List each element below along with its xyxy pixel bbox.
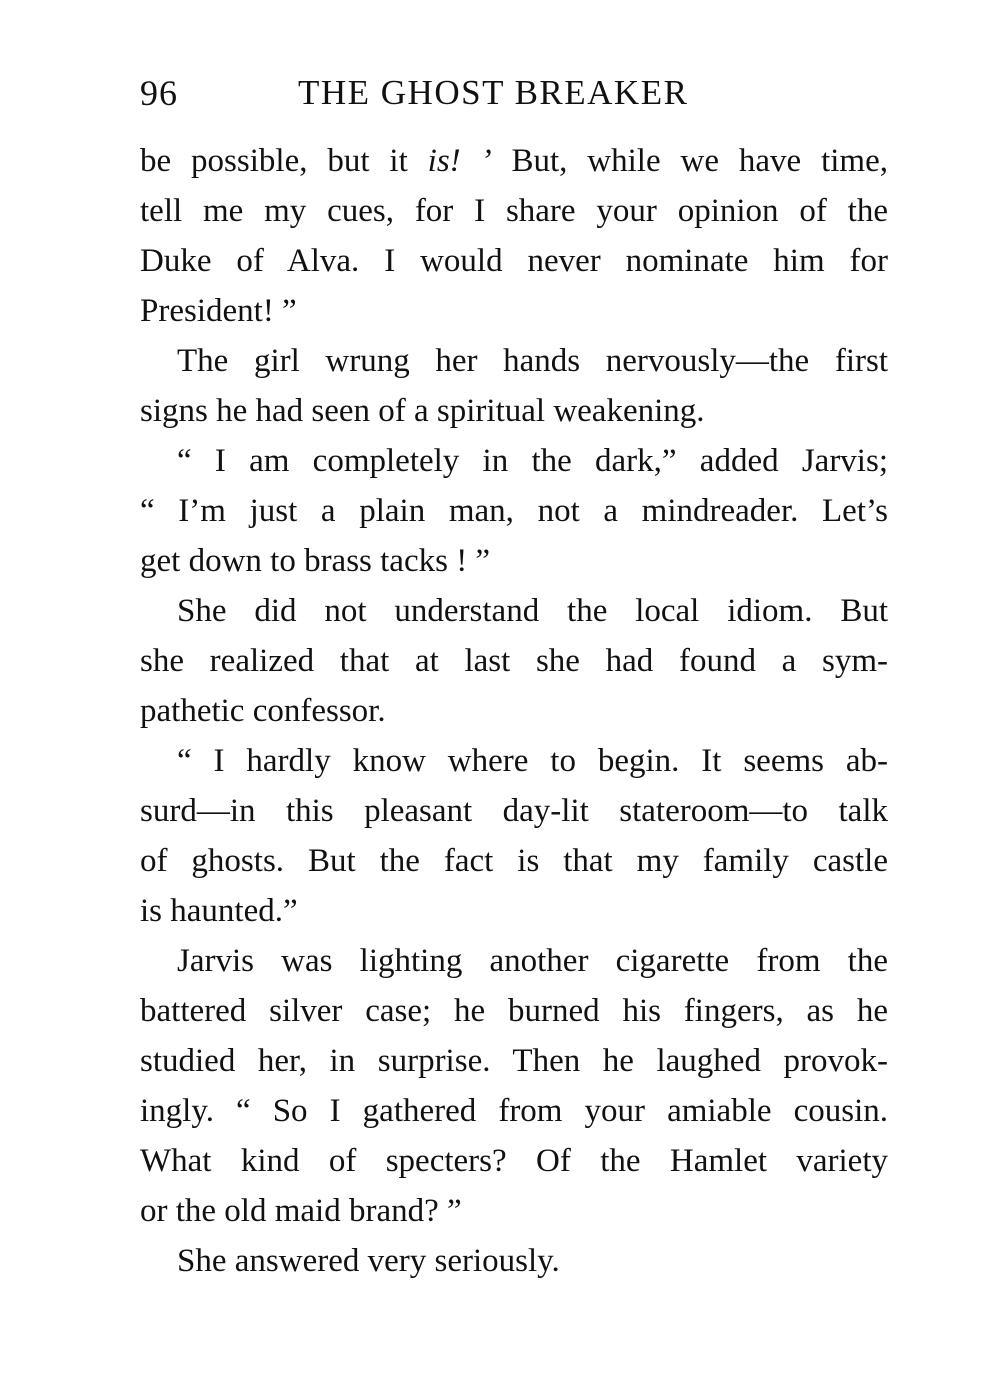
paragraph-first-line: “ I hardly know where to begin. It seems ab- bbox=[177, 743, 888, 779]
paragraph-first-line: Jarvis was lighting another cigarette from the bbox=[177, 943, 888, 979]
body-text bbox=[140, 136, 888, 1286]
page-number: 96 bbox=[140, 73, 178, 113]
paragraph-first-line: The girl wrung her hands nervously—the first bbox=[177, 343, 888, 379]
text-line: “ I’m just a plain man, not a mindreader. Let’s bbox=[140, 493, 888, 529]
text-line: get down to brass tacks ! ” bbox=[140, 543, 491, 579]
text-line: tell me my cues, for I share your opinion of the bbox=[140, 193, 888, 229]
text-line: surd—in this pleasant day-lit stateroom—to talk bbox=[140, 793, 888, 829]
text-line: she realized that at last she had found a sym- bbox=[140, 643, 888, 679]
paragraph-first-line: She answered very seriously. bbox=[177, 1243, 560, 1279]
text-line: or the old maid brand? ” bbox=[140, 1193, 462, 1229]
text-line: ingly. “ So I gathered from your amiable cousin. bbox=[140, 1093, 888, 1129]
text-line: of ghosts. But the fact is that my family castle bbox=[140, 843, 888, 879]
page-header bbox=[140, 68, 890, 118]
paragraph-first-line: “ I am completely in the dark,” added Jarvis; bbox=[177, 443, 888, 479]
text-line: President! ” bbox=[140, 293, 297, 329]
text-line: What kind of specters? Of the Hamlet variety bbox=[140, 1143, 888, 1179]
text-line: pathetic confessor. bbox=[140, 693, 386, 729]
text-line: is haunted.” bbox=[140, 893, 298, 929]
text-line: be possible, but it is! ’ But, while we have time, bbox=[140, 143, 888, 179]
text-line: studied her, in surprise. Then he laughed provok- bbox=[140, 1043, 888, 1079]
paragraph-first-line: She did not understand the local idiom. But bbox=[177, 593, 888, 629]
running-head: THE GHOST BREAKER bbox=[298, 73, 689, 112]
text-line: Duke of Alva. I would never nominate him for bbox=[140, 243, 888, 279]
text-line: signs he had seen of a spiritual weakening. bbox=[140, 393, 705, 429]
text-line: battered silver case; he burned his fingers, as he bbox=[140, 993, 888, 1029]
